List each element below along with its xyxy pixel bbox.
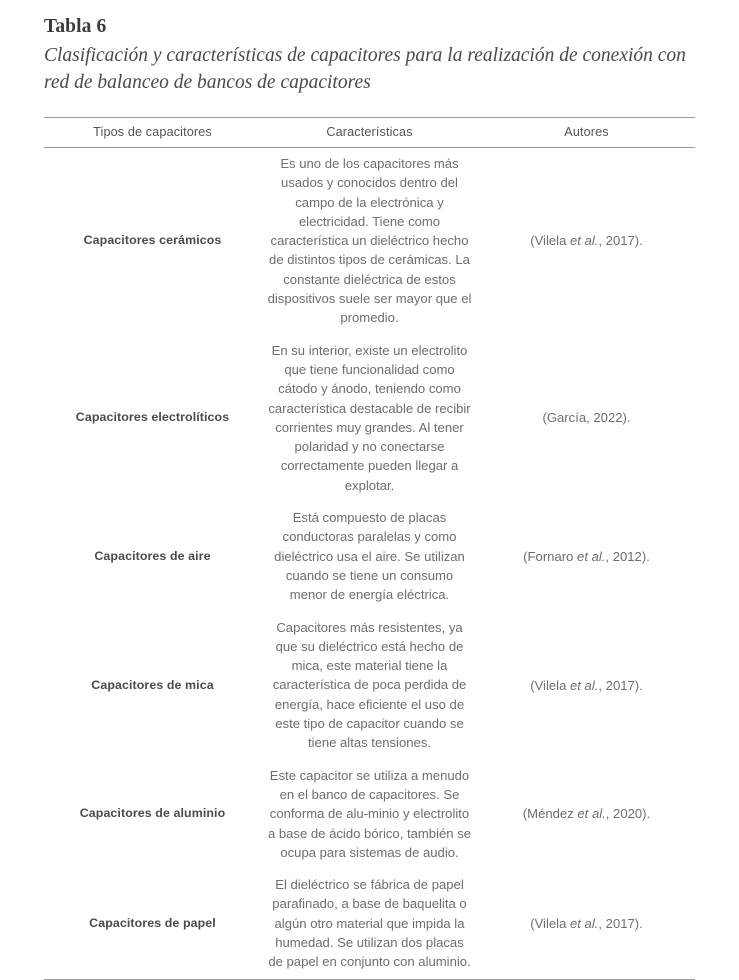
- column-header-caracteristicas: Características: [326, 125, 413, 139]
- citation-et-al: et al.: [570, 233, 599, 249]
- table-row: [44, 502, 695, 611]
- table-row: [44, 760, 695, 869]
- table-caption: Clasificación y características de capacitores para la realización de conexión con red de balanceo de bancos de capacitores: [44, 45, 686, 93]
- citation-et-al: et al.: [570, 677, 599, 693]
- cell-caracteristicas: El dieléctrico se fábrica de papel parafinado, a base de baquelita o algún otro material que impida la humedad. Se utilizan dos placas de papel en conjunto con aluminio.: [268, 877, 471, 970]
- capacitor-classification-table: [44, 117, 695, 980]
- citation-et-al: et al.: [577, 806, 606, 822]
- table-header: [44, 118, 695, 148]
- table-row: [44, 148, 695, 335]
- citation-year: , 2017).: [598, 677, 643, 693]
- table-body: [44, 148, 695, 980]
- citation-author: (García, 2022).: [542, 410, 631, 426]
- citation-author: (Vilela: [530, 677, 570, 693]
- citation-author: (Méndez: [522, 806, 578, 822]
- citation-year: , 2020).: [605, 806, 651, 822]
- table-row: [44, 612, 695, 760]
- cell-tipo-capacitor: Capacitores de papel: [89, 915, 216, 930]
- cell-tipo-capacitor: Capacitores electrolíticos: [75, 410, 230, 425]
- table-title-block: [44, 14, 699, 96]
- cell-autores: [478, 335, 695, 502]
- table-number-label: Tabla 6: [44, 16, 107, 37]
- table-row: [44, 335, 695, 502]
- cell-tipo-capacitor: Capacitores de aluminio: [79, 806, 226, 821]
- citation-year: , 2017).: [598, 233, 643, 249]
- cell-autores: [478, 760, 695, 869]
- cell-tipo-capacitor: Capacitores cerámicos: [83, 233, 222, 248]
- cell-autores: [478, 869, 695, 979]
- cell-autores: [478, 148, 695, 335]
- cell-caracteristicas: Está compuesto de placas conductoras paralelas y como dieléctrico usa el aire. Se utilizan cuando se tiene un consumo menor de energía eléctrica.: [274, 510, 465, 603]
- citation-author: (Vilela: [530, 233, 570, 249]
- citation-et-al: et al.: [570, 915, 599, 931]
- citation-author: (Fornaro: [523, 548, 578, 564]
- column-header-tipos: Tipos de capacitores: [93, 125, 212, 139]
- cell-caracteristicas: En su interior, existe un electrolito que tiene funcionalidad como cátodo y ánodo, teniendo como característica destacable de recibir corrientes muy grandes. Al tener polaridad y no conectarse correctamente pueden llegar a explotar.: [268, 342, 471, 493]
- cell-tipo-capacitor: Capacitores de mica: [91, 677, 214, 692]
- citation-et-al: et al.: [577, 548, 606, 564]
- cell-caracteristicas: Capacitores más resistentes, ya que su dieléctrico está hecho de mica, este material tiene la característica de poca perdida de energía, hace eficiente el uso de este tipo de capacitor cuando se tiene altas tensiones.: [272, 619, 467, 751]
- citation-year: , 2017).: [598, 915, 643, 931]
- cell-autores: [478, 502, 695, 611]
- cell-tipo-capacitor: Capacitores de aire: [94, 548, 211, 563]
- citation-year: , 2012).: [605, 548, 650, 564]
- table-row: [44, 869, 695, 979]
- cell-autores: [478, 612, 695, 760]
- table-container: [44, 117, 695, 980]
- column-header-autores: Autores: [564, 125, 609, 139]
- cell-caracteristicas: Es uno de los capacitores más usados y conocidos dentro del campo de la electrónica y electricidad. Tiene como característica un dieléctrico hecho de distintos tipos de cerámicas. La constante dieléctrica de estos dispositivos suele ser mayor que el promedio.: [267, 156, 472, 326]
- cell-caracteristicas: Este capacitor se utiliza a menudo en el banco de capacitores. Se conforma de alu-minio y electrolito a base de ácido bórico, también se ocupa para sistemas de audio.: [267, 767, 472, 860]
- table-header-row: [44, 118, 695, 148]
- citation-author: (Vilela: [530, 915, 570, 931]
